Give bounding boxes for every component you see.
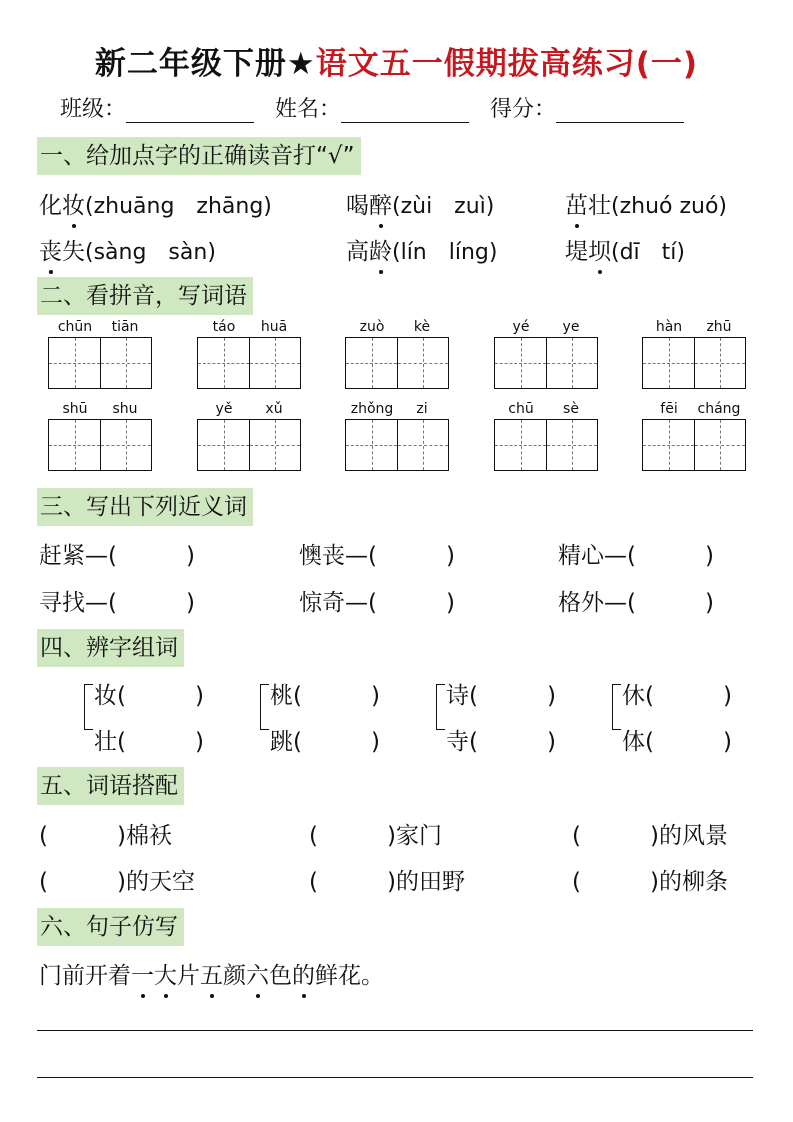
tianzige-box[interactable] [345, 419, 449, 471]
word-group-item[interactable]: 体( ) [622, 729, 732, 755]
collocation-item[interactable]: ( )的风景 [572, 823, 728, 849]
collocation-item[interactable]: ( )的田野 [309, 869, 465, 895]
synonym-item[interactable]: 格外—( ) [558, 590, 714, 616]
answer-line[interactable] [37, 1077, 753, 1078]
tianzige-box[interactable] [494, 419, 598, 471]
synonym-item[interactable]: 惊奇—( ) [299, 590, 455, 616]
title-main: 语文五一假期拔高练习(一) [315, 46, 699, 82]
section-2-heading: 二、看拼音，写词语 [37, 277, 253, 315]
score-label: 得分： [490, 97, 557, 122]
collocation-item[interactable]: ( )的柳条 [572, 869, 728, 895]
name-label: 姓名： [275, 97, 342, 122]
collocation-item[interactable]: ( )的天空 [39, 869, 195, 895]
synonym-item[interactable]: 精心—( ) [558, 543, 714, 569]
student-info-line [60, 92, 684, 123]
tianzige-box[interactable] [642, 419, 746, 471]
section-5-heading: 五、词语搭配 [37, 767, 184, 805]
pinyin-label: fēi cháng [660, 401, 741, 417]
q1-item[interactable]: 高龄(lín líng) [346, 233, 497, 266]
answer-line[interactable] [37, 1030, 753, 1031]
section-6-heading: 六、句子仿写 [37, 908, 184, 946]
word-group-item[interactable]: 跳( ) [270, 729, 380, 755]
pinyin-label: yé ye [512, 319, 580, 335]
q1-item[interactable]: 堤坝(dī tí) [565, 233, 685, 266]
section-1-heading: 一、给加点字的正确读音打“√” [37, 137, 361, 175]
q1-item[interactable]: 茁壮(zhuó zuó) [565, 187, 727, 220]
synonym-item[interactable]: 寻找—( ) [39, 590, 195, 616]
tianzige-box[interactable] [197, 419, 301, 471]
class-blank[interactable] [126, 97, 254, 123]
pinyin-label: shū shu [62, 401, 138, 417]
word-group-item[interactable]: 桃( ) [270, 683, 380, 709]
pinyin-label: chū sè [508, 401, 579, 417]
collocation-item[interactable]: ( )家门 [309, 823, 442, 849]
section-4-heading: 四、辨字组词 [37, 629, 184, 667]
tianzige-box[interactable] [48, 419, 152, 471]
synonym-item[interactable]: 懊丧—( ) [299, 543, 455, 569]
word-group-item[interactable]: 妆( ) [94, 683, 204, 709]
pinyin-label: zuò kè [359, 319, 431, 335]
word-group-item[interactable]: 寺( ) [446, 729, 556, 755]
tianzige-box[interactable] [642, 337, 746, 389]
pinyin-label: chūn tiān [57, 319, 139, 335]
bracket [84, 684, 93, 730]
word-group-item[interactable]: 壮( ) [94, 729, 204, 755]
pinyin-label: zhǒng zi [350, 401, 428, 417]
tianzige-box[interactable] [494, 337, 598, 389]
collocation-item[interactable]: ( )棉袄 [39, 823, 172, 849]
class-label: 班级： [60, 97, 127, 122]
synonym-item[interactable]: 赶紧—( ) [39, 543, 195, 569]
word-group-item[interactable]: 诗( ) [446, 683, 556, 709]
bracket [436, 684, 445, 730]
page-title [0, 38, 793, 83]
pinyin-label: hàn zhū [655, 319, 732, 335]
pinyin-label: yě xǔ [215, 401, 283, 417]
name-blank[interactable] [341, 97, 469, 123]
bracket [260, 684, 269, 730]
tianzige-box[interactable] [345, 337, 449, 389]
bracket [612, 684, 621, 730]
tianzige-box[interactable] [48, 337, 152, 389]
title-grade: 新二年级下册★ [94, 46, 316, 82]
q1-item[interactable]: 喝醉(zùi zuì) [346, 187, 494, 220]
section-3-heading: 三、写出下列近义词 [37, 488, 253, 526]
pinyin-label: táo huā [212, 319, 288, 335]
word-group-item[interactable]: 休( ) [622, 683, 732, 709]
example-sentence: 门前开着一大片五颜六色的鲜花。 [39, 957, 384, 990]
q1-item[interactable]: 化妆(zhuāng zhāng) [39, 187, 272, 220]
tianzige-box[interactable] [197, 337, 301, 389]
score-blank[interactable] [556, 97, 684, 123]
q1-item[interactable]: 丧失(sàng sàn) [39, 233, 216, 266]
